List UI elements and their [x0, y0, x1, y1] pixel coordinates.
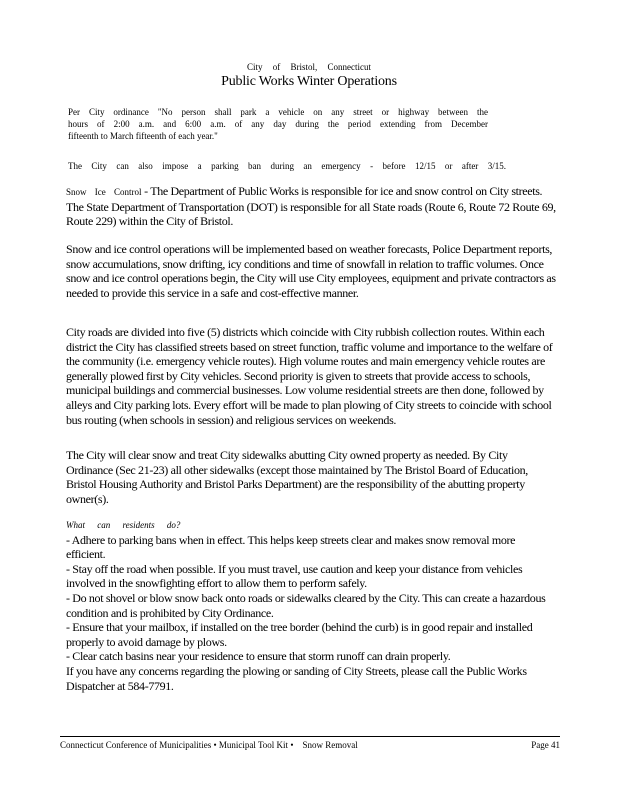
snow-ice-text: - The Department of Public Works is responsible for ice and snow control on City streets. The State Department of Transportation (DOT) is responsible for all State roads (Route 6, Route 72 Route 69, Route 229) within the City of Bristol.	[66, 184, 556, 229]
tip-item: - Adhere to parking bans when in effect. This helps keep streets clear and makes snow removal more efficient.	[66, 532, 516, 562]
footer-topic: Snow Removal	[302, 740, 358, 750]
districts-paragraph	[66, 325, 556, 427]
snow-ice-label: Snow Ice Control	[66, 187, 142, 197]
residents-heading: What can residents do?	[66, 520, 181, 530]
districts-text: City roads are divided into five (5) districts which coincide with City rubbish collection routes. Within each district the City has classified streets based on street function, traffic volume and importance to the welfare of the community (i.e. emergency vehicle routes). High volume routes and main emergency vehicle routes are generally plowed first by City vehicles. Second priority is given to streets that provide access to schools, municipal buildings and commercial businesses. Low volume residential streets are then done, followed by alleys and City parking lots. Every effort will be made to plan plowing of City streets to coincide with school bus routing (when schools in session) and religious services on weekends.	[66, 325, 553, 427]
document-subtitle: City of Bristol, Connecticut	[247, 62, 371, 72]
footer-kit: Municipal Tool Kit	[218, 740, 289, 750]
sidewalk-paragraph	[66, 448, 556, 506]
ordinance-line-3: fifteenth to March fifteenth of each year."	[68, 131, 218, 141]
operations-text: Snow and ice control operations will be implemented based on weather forecasts, Police Department reports, snow accumulations, snow drifting, icy conditions and time of snowfall in relation to traffic volumes. Once snow and ice control operations begin, the City will use City employees, equipment and private contractors as needed to provide this service in a safe and cost-effective manner.	[66, 242, 556, 300]
tip-item: - Clear catch basins near your residence to ensure that storm runoff can drain properly.	[66, 649, 451, 664]
sidewalk-text: The City will clear snow and treat City sidewalks abutting City owned property as needed. By City Ordinance (Sec 21-23) all other sidewalks (except those maintained by The Bristol Board of Education, Bristol Housing Authority and Bristol Parks Department) are the responsibility of the abutting property owner(s).	[66, 448, 528, 506]
footer-page-number: Page 41	[531, 740, 560, 750]
snow-ice-control-paragraph	[66, 184, 556, 229]
page-footer	[60, 740, 560, 750]
operations-paragraph	[66, 242, 556, 300]
ordinance-line-2: hours of 2:00 a.m. and 6:00 a.m. of any day during the period extending from December	[68, 119, 488, 129]
footer-org: Connecticut Conference of Municipalities	[60, 740, 212, 750]
footer-divider	[60, 736, 560, 737]
ordinance-line-1: Per City ordinance "No person shall park a vehicle on any street or highway between the	[68, 107, 488, 117]
document-title: Public Works Winter Operations	[221, 74, 397, 89]
residents-section	[66, 518, 556, 693]
tip-item: - Ensure that your mailbox, if installed on the tree border (behind the curb) is in good repair and installed properly to avoid damage by plows.	[66, 620, 533, 649]
tip-item: - Stay off the road when possible. If you must travel, use caution and keep your distance from vehicles involved in the snowfighting effort to allow them to perform safely.	[66, 561, 523, 591]
emergency-ban-line: The City can also impose a parking ban during an emergency - before 12/15 or after 3/15.	[68, 161, 506, 171]
bullet-separator-icon: •	[211, 740, 219, 750]
footer-left	[60, 740, 358, 750]
tip-item: - Do not shovel or blow snow back onto roads or sidewalks cleared by the City. This can create a hazardous condition and is prohibited by City Ordinance.	[66, 590, 546, 620]
bullet-separator-icon: •	[288, 740, 303, 750]
closing-text: If you have any concerns regarding the plowing or sanding of City Streets, please call the Public Works Dispatcher at 584-7791.	[66, 663, 527, 693]
